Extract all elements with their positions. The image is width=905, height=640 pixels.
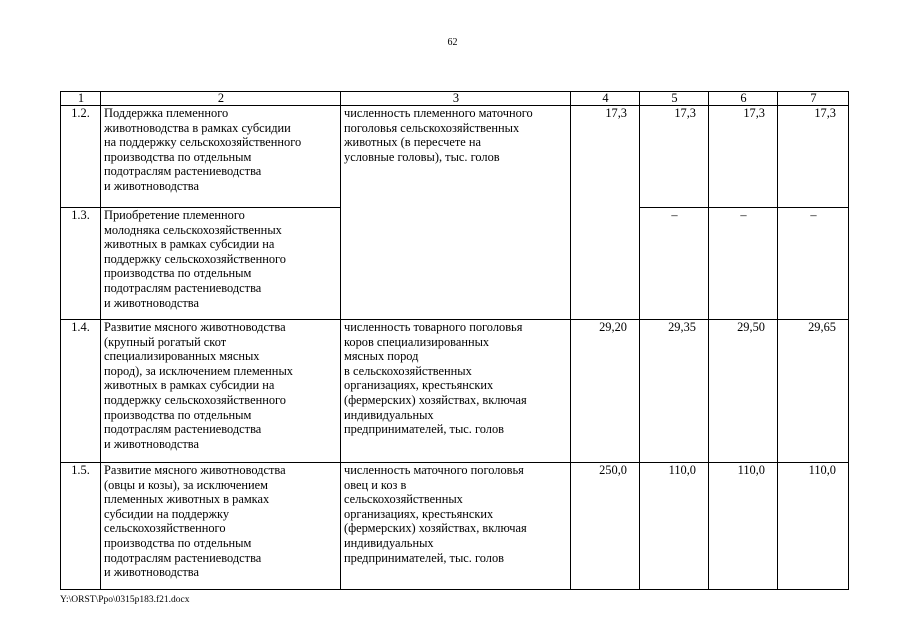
page-number: 62	[447, 37, 458, 48]
indicator-text: численность племенного маточного поголовья сельскохозяйственных животных (в пересчете на условные головы), тыс. голов	[341, 106, 571, 320]
dash-cell: –	[709, 208, 778, 320]
indicator-text: численность маточного поголовья овец и коз в сельскохозяйственных организациях, крестьянских (фермерских) хозяйствах, включая индивидуальных предпринимателей, тыс. голов	[341, 463, 571, 590]
table-header-row	[61, 92, 849, 106]
header-cell: 4	[571, 92, 640, 106]
indicator-text: численность товарного поголовья коров специализированных мясных пород в сельскохозяйственных организациях, крестьянских (фермерских) хозяйствах, включая индивидуальных предпринимателей, тыс. голов	[341, 320, 571, 463]
measure-name: Развитие мясного животноводства (овцы и козы), за исключением племенных животных в рамках субсидии на поддержку сельскохозяйственного производства по отдельным подотраслям растениеводства и животноводства	[101, 463, 341, 590]
value-cell: 29,50	[709, 320, 778, 463]
value-cell: 29,35	[640, 320, 709, 463]
header-cell: 3	[341, 92, 571, 106]
value-cell: 110,0	[709, 463, 778, 590]
header-cell: 6	[709, 92, 778, 106]
table-row	[61, 320, 849, 463]
table-row	[61, 463, 849, 590]
value-cell: 110,0	[778, 463, 849, 590]
dash-cell: –	[640, 208, 709, 320]
value-cell: 17,3	[571, 106, 640, 320]
header-cell: 2	[101, 92, 341, 106]
table-row	[61, 106, 849, 208]
row-number: 1.2.	[61, 106, 101, 208]
value-cell: 17,3	[640, 106, 709, 208]
value-cell: 29,65	[778, 320, 849, 463]
header-cell: 5	[640, 92, 709, 106]
document-table	[60, 91, 849, 590]
value-cell: 29,20	[571, 320, 640, 463]
measure-name: Приобретение племенного молодняка сельскохозяйственных животных в рамках субсидии на поддержку сельскохозяйственного производства по отдельным подотраслям растениеводства и животноводства	[101, 208, 341, 320]
dash-cell: –	[778, 208, 849, 320]
row-number: 1.3.	[61, 208, 101, 320]
header-cell: 7	[778, 92, 849, 106]
footer-file-path: Y:\ORST\Ppo\0315p183.f21.docx	[60, 595, 190, 605]
header-cell: 1	[61, 92, 101, 106]
value-cell: 110,0	[640, 463, 709, 590]
row-number: 1.4.	[61, 320, 101, 463]
measure-name: Развитие мясного животноводства (крупный рогатый скот специализированных мясных пород), за исключением племенных животных в рамках субсидии на поддержку сельскохозяйственного производства по отдельным подотраслям растениеводства и животноводства	[101, 320, 341, 463]
value-cell: 250,0	[571, 463, 640, 590]
measure-name: Поддержка племенного животноводства в рамках субсидии на поддержку сельскохозяйственного производства по отдельным подотраслям растениеводства и животноводства	[101, 106, 341, 208]
value-cell: 17,3	[709, 106, 778, 208]
row-number: 1.5.	[61, 463, 101, 590]
value-cell: 17,3	[778, 106, 849, 208]
